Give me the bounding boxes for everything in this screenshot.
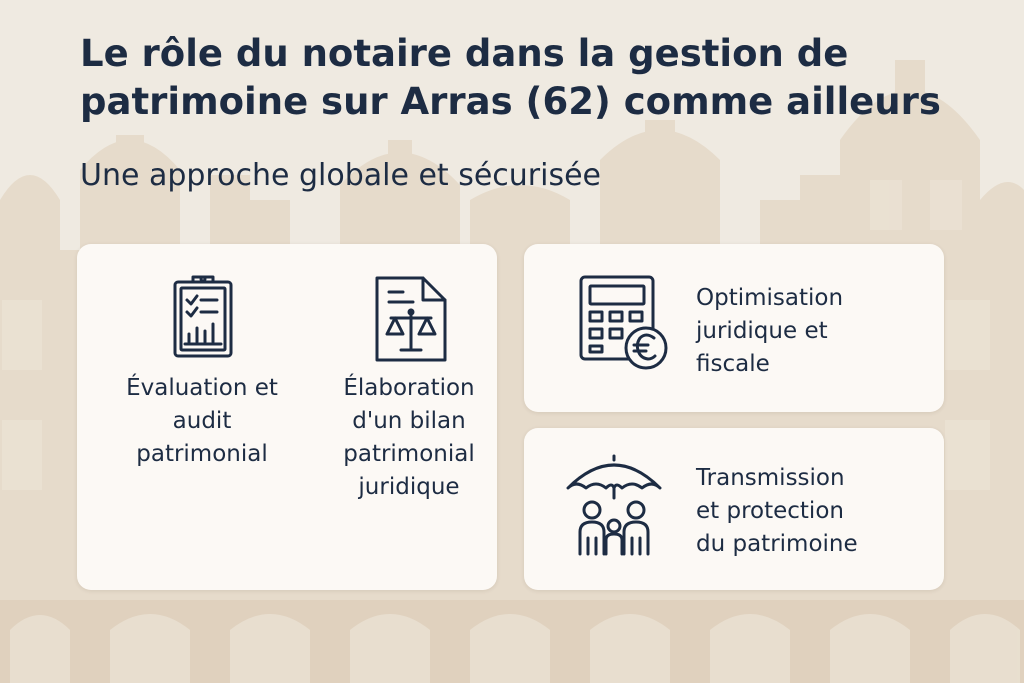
calculator-euro-icon [578, 274, 670, 374]
umbrella-family-icon [564, 454, 664, 558]
service-label-evaluation: Évaluation et audit patrimonial [126, 375, 278, 467]
services-card-left [77, 244, 497, 590]
services-card-transmission [524, 428, 944, 590]
services-card-optimisation [524, 244, 944, 412]
clipboard-chart-icon [171, 274, 235, 358]
page-subtitle: Une approche globale et sécurisée [80, 158, 602, 193]
page-title: Le rôle du notaire dans la gestion de patrimoine sur Arras (62) comme ailleurs [80, 32, 941, 123]
service-label-bilan: Élaboration d'un bilan patrimonial juridique [343, 375, 475, 500]
document-scales-icon [373, 274, 449, 364]
service-label-transmission: Transmission et protection du patrimoine [696, 465, 858, 557]
service-label-optimisation: Optimisation juridique et fiscale [696, 285, 844, 377]
